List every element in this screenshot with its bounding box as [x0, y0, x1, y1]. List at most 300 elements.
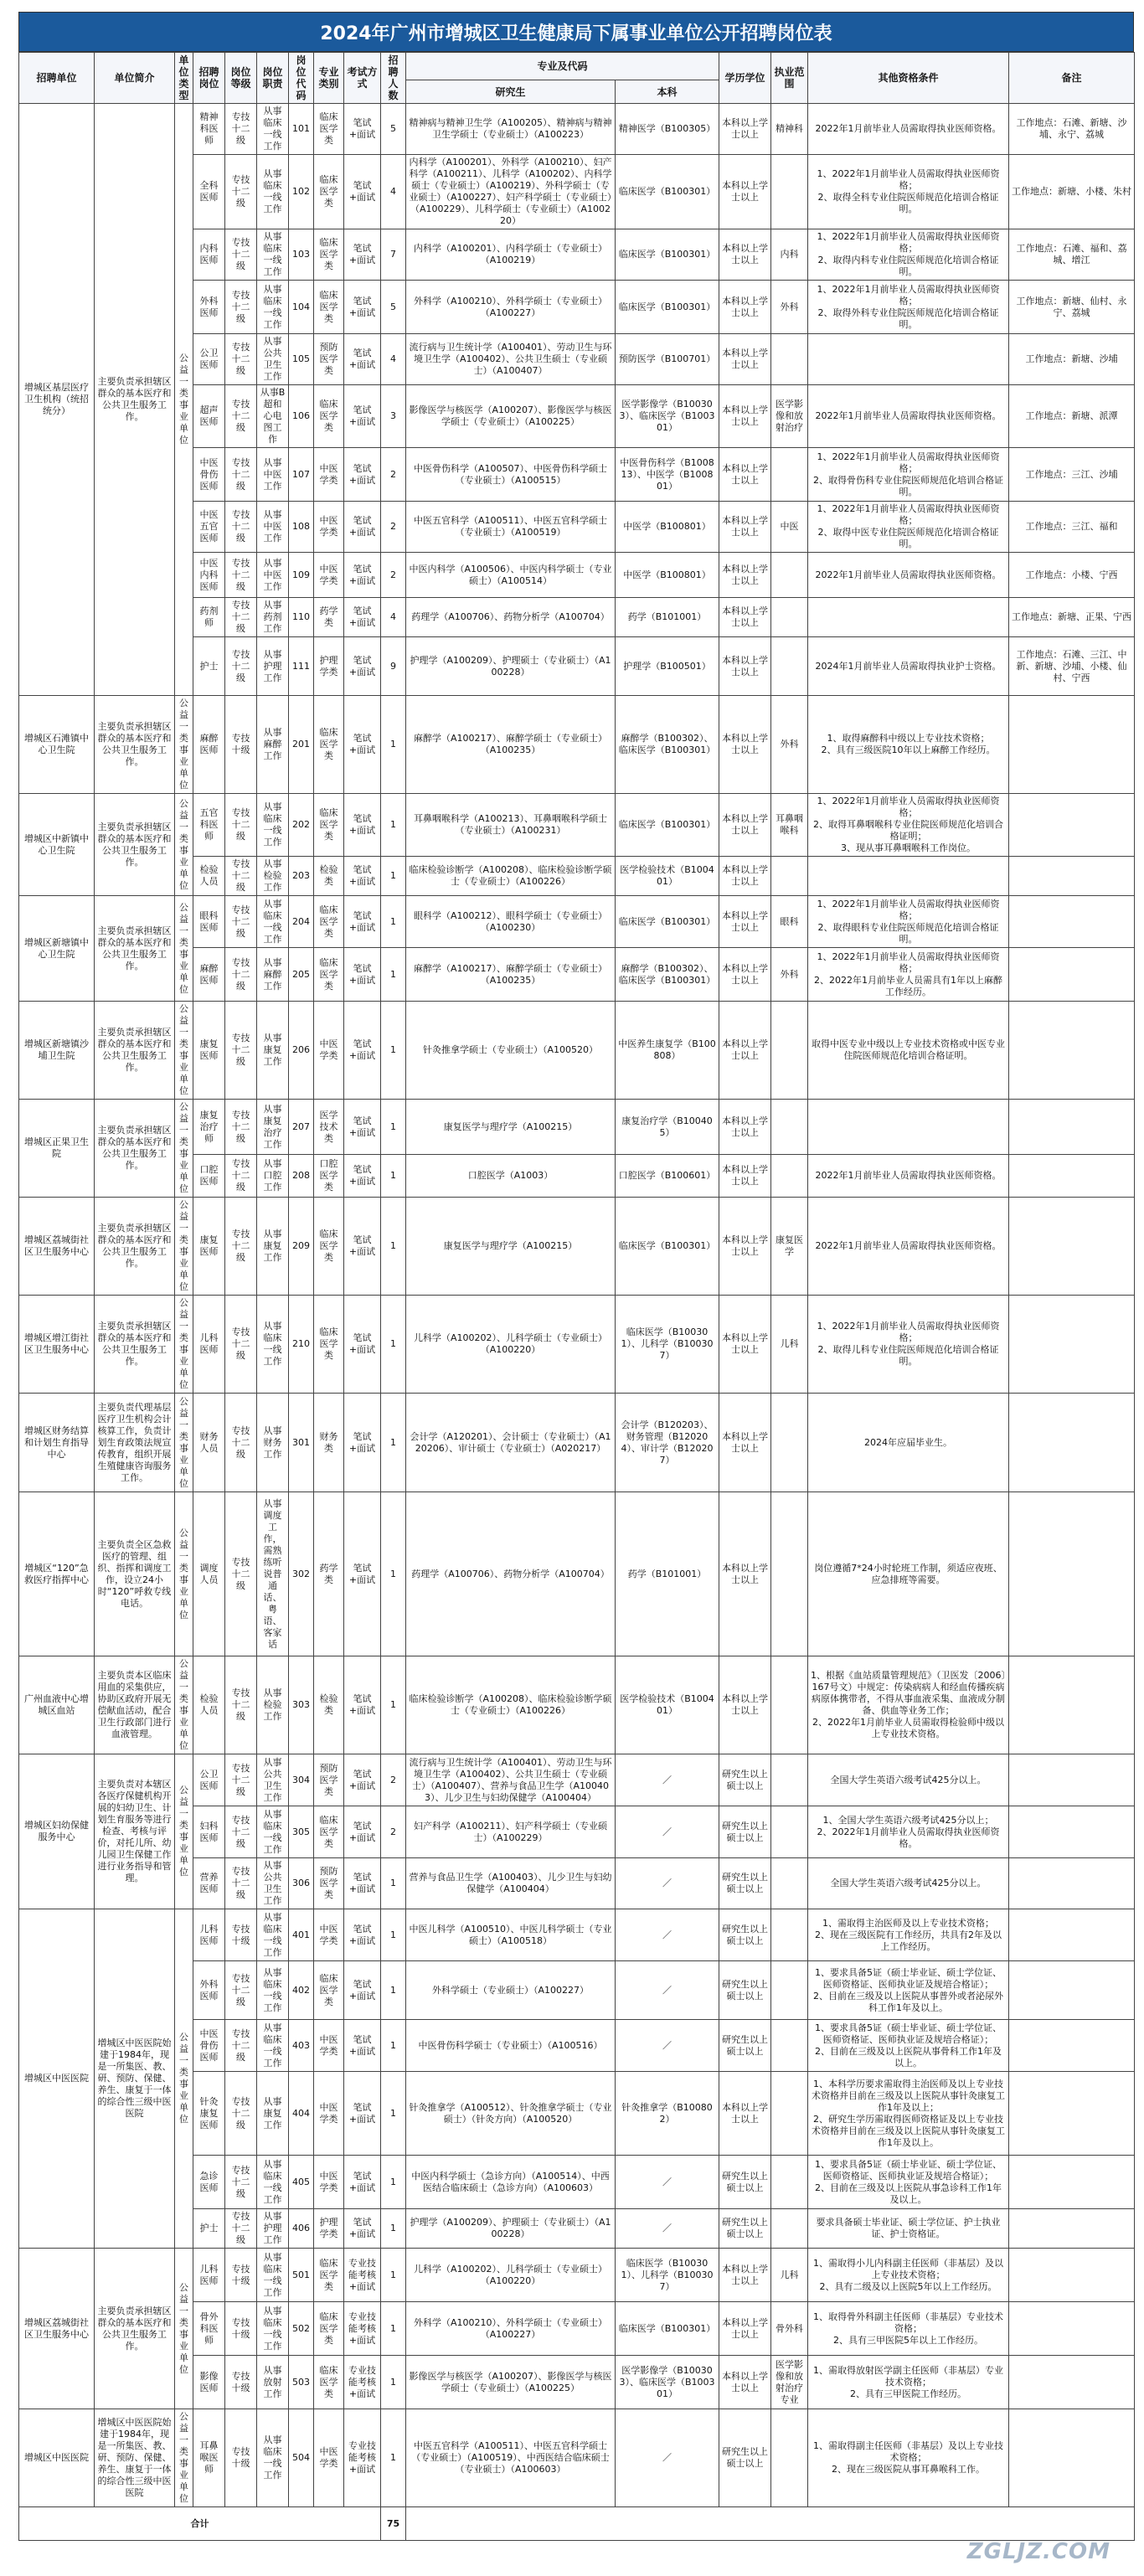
education: 本科以上学士以上: [719, 896, 771, 948]
education: 本科以上学士以上: [719, 385, 771, 448]
exam-method: 笔试+面试: [344, 2020, 381, 2072]
post-code: 101: [289, 104, 314, 155]
undergrad-majors: ／: [616, 2020, 719, 2072]
page-title: 2024年广州市增城区卫生健康局下属事业单位公开招聘岗位表: [18, 12, 1134, 52]
prof-category: 中医学类: [314, 553, 344, 598]
post-duty: 从事护理工作: [257, 637, 289, 696]
unit-type: 公益一类事业单位: [175, 696, 193, 794]
post-name: 康复治疗师: [193, 1100, 225, 1155]
undergrad-majors: 临床医学（B100301）: [616, 281, 719, 334]
practice-scope: 耳鼻咽喉科: [771, 794, 808, 857]
grad-majors: 内科学（A100201）、外科学（A100210）、妇产科学（A100211）、儿科学（A100202）、内科学硕士（专业硕士）（A100219）、外科学硕士（专业硕士）（A100227）、妇产科学硕士（专业硕士）（A100229）、儿科学硕士（专业硕士）（A100220）: [406, 155, 616, 229]
post-duty: 从事临床一线工作: [257, 1961, 289, 2020]
other-conditions: [808, 1100, 1009, 1155]
hire-count: 4: [381, 334, 406, 385]
prof-category: 临床医学类: [314, 104, 344, 155]
remarks: [1009, 857, 1135, 896]
hire-count: 1: [381, 1656, 406, 1754]
post-duty: 从事临床一线工作: [257, 2409, 289, 2507]
exam-method: 笔试+面试: [344, 104, 381, 155]
remarks: [1009, 1961, 1135, 2020]
post-code: 202: [289, 794, 314, 857]
education: 本科以上学士以上: [719, 696, 771, 794]
unit-intro: 主要负责承担辖区群众的基本医疗和公共卫生服务工作。: [95, 1100, 175, 1198]
practice-scope: 医学影像和放射治疗专业: [771, 2356, 808, 2409]
exam-method: 笔试+面试: [344, 553, 381, 598]
post-code: 405: [289, 2156, 314, 2209]
table-row: [19, 896, 1135, 948]
undergrad-majors: 精神医学（B100305）: [616, 104, 719, 155]
hire-count: 1: [381, 857, 406, 896]
other-conditions: 2022年1月前毕业人员需取得执业医师资格。: [808, 104, 1009, 155]
post-code: 109: [289, 553, 314, 598]
undergrad-majors: ／: [616, 2409, 719, 2507]
prof-category: 药学类: [314, 1492, 344, 1656]
prof-category: 护理学类: [314, 2209, 344, 2249]
prof-category: 临床医学类: [314, 229, 344, 281]
unit-type: 公益一类事业单位: [175, 1002, 193, 1100]
education: 本科以上学士以上: [719, 502, 771, 553]
post-name: 耳鼻喉医师: [193, 2409, 225, 2507]
post-level: 专技十二级: [225, 2156, 257, 2209]
exam-method: 笔试+面试: [344, 2156, 381, 2209]
unit-intro: 主要负责承担辖区群众的基本医疗和公共卫生服务工作。: [95, 1296, 175, 1394]
post-name: 外科医师: [193, 281, 225, 334]
post-name: 中医五官医师: [193, 502, 225, 553]
hire-count: 1: [381, 1858, 406, 1909]
undergrad-majors: ／: [616, 1858, 719, 1909]
post-duty: 从事麻醉工作: [257, 696, 289, 794]
exam-method: 笔试+面试: [344, 1754, 381, 1806]
other-conditions: 1、2022年1月前毕业人员需取得执业医师资格； 2、取得内科专业住院医师规范化培训合格证明。: [808, 229, 1009, 281]
prof-category: 中医学类: [314, 2156, 344, 2209]
post-level: 专技十二级: [225, 1858, 257, 1909]
exam-method: 笔试+面试: [344, 155, 381, 229]
post-code: 110: [289, 598, 314, 637]
exam-method: 笔试+面试: [344, 896, 381, 948]
education: 本科以上学士以上: [719, 2302, 771, 2356]
education: 本科以上学士以上: [719, 1656, 771, 1754]
post-name: 口腔医师: [193, 1155, 225, 1198]
other-conditions: [808, 598, 1009, 637]
header-ug: 本科: [616, 80, 719, 104]
remarks: [1009, 2156, 1135, 2209]
practice-scope: [771, 2072, 808, 2156]
prof-category: 临床医学类: [314, 155, 344, 229]
post-name: 全科医师: [193, 155, 225, 229]
unit-intro: 主要负责代理基层医疗卫生机构会计核算工作，负责计划生育政策法规宣传教育，组织开展生殖健康咨询服务工作。: [95, 1394, 175, 1492]
grad-majors: 护理学（A100209）、护理硕士（专业硕士）（A100228）: [406, 637, 616, 696]
post-name: 针灸康复医师: [193, 2072, 225, 2156]
unit-intro: 主要负责承担辖区群众的基本医疗和公共卫生服务工作。: [95, 794, 175, 896]
other-conditions: 2022年1月前毕业人员需取得执业医师资格。: [808, 385, 1009, 448]
post-code: 105: [289, 334, 314, 385]
remarks: 工作地点：新塘、正果、宁西: [1009, 598, 1135, 637]
remarks: [1009, 1806, 1135, 1858]
post-level: 专技十二级: [225, 637, 257, 696]
unit-intro: 主要负责对本辖区各医疗保健机构开展的妇幼卫生、计划生育服务等进行检查、考核与评价，对托儿所、幼儿园卫生保健工作进行业务指导和管理。: [95, 1754, 175, 1909]
post-duty: 从事公共卫生工作: [257, 1858, 289, 1909]
practice-scope: [771, 1754, 808, 1806]
post-name: 中医内科医师: [193, 553, 225, 598]
grad-majors: 妇产科学（A100211）、妇产科学硕士（专业硕士）（A100229）: [406, 1806, 616, 1858]
unit-intro: 主要负责承担辖区群众的基本医疗和公共卫生服务工作。: [95, 1002, 175, 1100]
remarks: [1009, 696, 1135, 794]
remarks: 工作地点：石滩、新塘、沙埔、永宁、荔城: [1009, 104, 1135, 155]
grad-majors: 药理学（A100706）、药物分析学（A100704）: [406, 598, 616, 637]
practice-scope: [771, 637, 808, 696]
header-post: 招聘岗位: [193, 53, 225, 104]
exam-method: 笔试+面试: [344, 229, 381, 281]
unit-name: 增城区新塘镇沙埔卫生院: [19, 1002, 95, 1100]
header-duty: 岗位职责: [257, 53, 289, 104]
post-duty: 从事公共卫生工作: [257, 334, 289, 385]
post-code: 206: [289, 1002, 314, 1100]
undergrad-majors: 医学检验技术（B100401）: [616, 857, 719, 896]
remarks: [1009, 2020, 1135, 2072]
post-code: 210: [289, 1296, 314, 1394]
grad-majors: 临床检验诊断学（A100208）、临床检验诊断学硕士（专业硕士）（A100226）: [406, 857, 616, 896]
post-name: 内科医师: [193, 229, 225, 281]
practice-scope: [771, 1961, 808, 2020]
post-duty: 从事临床一线工作: [257, 896, 289, 948]
unit-name: 增城区中医医院: [19, 1909, 95, 2249]
practice-scope: [771, 448, 808, 502]
practice-scope: [771, 2409, 808, 2507]
watermark: ZGLJZ.COM: [966, 2539, 1111, 2564]
table-row: [19, 1100, 1135, 1155]
prof-category: 中医学类: [314, 1002, 344, 1100]
grad-majors: 护理学（A100209）、护理硕士（专业硕士）（A100228）: [406, 2209, 616, 2249]
grad-majors: 精神病与精神卫生学（A100205）、精神病与精神卫生学硕士（专业硕士）（A100223）: [406, 104, 616, 155]
table-row: [19, 1198, 1135, 1296]
table-row: [19, 1656, 1135, 1754]
other-conditions: [808, 334, 1009, 385]
undergrad-majors: 中医养生康复学（B100808）: [616, 1002, 719, 1100]
education: 本科以上学士以上: [719, 637, 771, 696]
other-conditions: 2024年1月前毕业人员需取得执业护士资格。: [808, 637, 1009, 696]
grad-majors: 中医五官科学（A100511）、中医五官科学硕士（专业硕士）（A100519）、中西医结合临床硕士（专业硕士）（A100603）: [406, 2409, 616, 2507]
remarks: [1009, 1909, 1135, 1961]
hire-count: 4: [381, 155, 406, 229]
remarks: 工作地点：新塘、沙埔: [1009, 334, 1135, 385]
post-name: 妇科医师: [193, 1806, 225, 1858]
post-level: 专技十二级: [225, 334, 257, 385]
post-name: 中医骨伤医师: [193, 448, 225, 502]
undergrad-majors: 护理学（B100501）: [616, 637, 719, 696]
remarks: 工作地点：新塘、派潭: [1009, 385, 1135, 448]
unit-type: 公益一类事业单位: [175, 896, 193, 1002]
table-row: [19, 1754, 1135, 1806]
hire-count: 7: [381, 229, 406, 281]
practice-scope: [771, 2209, 808, 2249]
unit-type: 公益一类事业单位: [175, 1656, 193, 1754]
unit-type: 公益一类事业单位: [175, 794, 193, 896]
post-duty: 从事口腔工作: [257, 1155, 289, 1198]
grad-majors: 影像医学与核医学（A100207）、影像医学与核医学硕士（专业硕士）（A100225）: [406, 385, 616, 448]
remarks: [1009, 1394, 1135, 1492]
total-row: [19, 2507, 1135, 2541]
prof-category: 临床医学类: [314, 385, 344, 448]
post-name: 眼科医师: [193, 896, 225, 948]
hire-count: 1: [381, 1492, 406, 1656]
exam-method: 专业技能考核+面试: [344, 2356, 381, 2409]
prof-category: 临床医学类: [314, 1296, 344, 1394]
hire-count: 1: [381, 696, 406, 794]
remarks: [1009, 2302, 1135, 2356]
undergrad-majors: 临床医学（B100301）: [616, 155, 719, 229]
table-row: [19, 696, 1135, 794]
post-name: 中医骨伤医师: [193, 2020, 225, 2072]
post-duty: 从事临床一线工作: [257, 229, 289, 281]
post-level: 专技十级: [225, 2302, 257, 2356]
header-prof-cat: 专业类别: [314, 53, 344, 104]
other-conditions: 1、要求具备5证（硕士毕业证、硕士学位证、医师资格证、医师执业证及规培合格证）； 2、目前在三级及以上医院从事急诊科工作1年及以上。: [808, 2156, 1009, 2209]
post-name: 外科医师: [193, 1961, 225, 2020]
post-level: 专技十二级: [225, 2020, 257, 2072]
post-duty: 从事公共卫生工作: [257, 1754, 289, 1806]
hire-count: 1: [381, 948, 406, 1002]
other-conditions: 取得中医专业中级以上专业技术资格或中医专业住院医师规范化培训合格证明。: [808, 1002, 1009, 1100]
grad-majors: 麻醉学（A100217）、麻醉学硕士（专业硕士）（A100235）: [406, 696, 616, 794]
post-code: 304: [289, 1754, 314, 1806]
other-conditions: 2022年1月前毕业人员需取得执业医师资格。: [808, 1198, 1009, 1296]
exam-method: 笔试+面试: [344, 448, 381, 502]
post-duty: 从事临床一线工作: [257, 2249, 289, 2302]
post-duty: 从事临床一线工作: [257, 281, 289, 334]
other-conditions: 1、2022年1月前毕业人员需取得执业医师资格； 2、取得耳鼻咽喉科专业住院医师规范化培训合格证明； 3、现从事耳鼻咽喉科工作岗位。: [808, 794, 1009, 857]
post-duty: 从事临床一线工作: [257, 2156, 289, 2209]
header-scope: 执业范围: [771, 53, 808, 104]
exam-method: 笔试+面试: [344, 598, 381, 637]
exam-method: 笔试+面试: [344, 1198, 381, 1296]
exam-method: 笔试+面试: [344, 1394, 381, 1492]
grad-majors: 会计学（A120201）、会计硕士（专业硕士）（A120206）、审计硕士（专业硕士）（A020217）: [406, 1394, 616, 1492]
post-duty: 从事麻醉工作: [257, 948, 289, 1002]
post-level: 专技十二级: [225, 857, 257, 896]
prof-category: 临床医学类: [314, 948, 344, 1002]
exam-method: 笔试+面试: [344, 2209, 381, 2249]
post-level: 专技十二级: [225, 896, 257, 948]
table-row: [19, 2249, 1135, 2302]
practice-scope: 儿科: [771, 1296, 808, 1394]
hire-count: 4: [381, 598, 406, 637]
prof-category: 口腔医学类: [314, 1155, 344, 1198]
other-conditions: 1、2022年1月前毕业人员需取得执业医师资格； 2、取得骨伤科专业住院医师规范化培训合格证明。: [808, 448, 1009, 502]
post-name: 检验人员: [193, 1656, 225, 1754]
undergrad-majors: 临床医学（B100301）: [616, 794, 719, 857]
education: 研究生以上硕士以上: [719, 1858, 771, 1909]
prof-category: 临床医学类: [314, 281, 344, 334]
education: 本科以上学士以上: [719, 229, 771, 281]
undergrad-majors: 麻醉学（B100302）、临床医学（B100301）: [616, 696, 719, 794]
exam-method: 专业技能考核+面试: [344, 2249, 381, 2302]
post-code: 502: [289, 2302, 314, 2356]
other-conditions: 1、2022年1月前毕业人员需取得执业医师资格； 2、取得外科专业住院医师规范化培训合格证明。: [808, 281, 1009, 334]
unit-name: 增城区荔城街社区卫生服务中心: [19, 2249, 95, 2409]
grad-majors: 影像医学与核医学（A100207）、影像医学与核医学硕士（专业硕士）（A100225）: [406, 2356, 616, 2409]
prof-category: 中医学类: [314, 2409, 344, 2507]
header-level: 岗位等级: [225, 53, 257, 104]
post-duty: 从事中医工作: [257, 553, 289, 598]
post-duty: 从事临床一线工作: [257, 2302, 289, 2356]
grad-majors: 耳鼻咽喉科学（A100213）、耳鼻咽喉科学硕士（专业硕士）（A100231）: [406, 794, 616, 857]
practice-scope: [771, 1155, 808, 1198]
total-label: 合计: [19, 2507, 381, 2541]
unit-type: 公益一类事业单位: [175, 1492, 193, 1656]
prof-category: 预防医学类: [314, 1754, 344, 1806]
unit-intro: 主要负责承担辖区群众的基本医疗和公共卫生服务工作。: [95, 896, 175, 1002]
post-code: 306: [289, 1858, 314, 1909]
other-conditions: 1、本科学历要求需取得主治医师及以上专业技术资格并目前在三级及以上医院从事针灸康复工作1年及以上； 2、研究生学历需取得医师资格证及以上专业技术资格并目前在三级及以上医院从事针灸康复工作1年及以上。: [808, 2072, 1009, 2156]
prof-category: 临床医学类: [314, 1961, 344, 2020]
post-level: 专技十二级: [225, 794, 257, 857]
remarks: [1009, 2249, 1135, 2302]
post-level: 专技十二级: [225, 281, 257, 334]
post-code: 404: [289, 2072, 314, 2156]
grad-majors: 流行病与卫生统计学（A100401）、劳动卫生与环境卫生学（A100402）、公共卫生硕士（专业硕士）（A100407）: [406, 334, 616, 385]
unit-type: 公益一类事业单位: [175, 2409, 193, 2507]
practice-scope: 医学影像和放射治疗: [771, 385, 808, 448]
unit-type: 公益一类事业单位: [175, 1296, 193, 1394]
grad-majors: 麻醉学（A100217）、麻醉学硕士（专业硕士）（A100235）: [406, 948, 616, 1002]
other-conditions: 2022年1月前毕业人员需取得执业医师资格。: [808, 1155, 1009, 1198]
post-code: 104: [289, 281, 314, 334]
practice-scope: 精神科: [771, 104, 808, 155]
unit-name: 增城区妇幼保健服务中心: [19, 1754, 95, 1909]
post-level: 专技十二级: [225, 2209, 257, 2249]
other-conditions: 1、要求具备5证（硕士毕业证、硕士学位证、医师资格证、医师执业证及规培合格证）； 2、目前在三级及以上医院从事普外或者泌尿外科工作1年及以上。: [808, 1961, 1009, 2020]
remarks: [1009, 1492, 1135, 1656]
hire-count: 1: [381, 1394, 406, 1492]
prof-category: 预防医学类: [314, 1858, 344, 1909]
hire-count: 1: [381, 1002, 406, 1100]
post-level: 专技十二级: [225, 1100, 257, 1155]
undergrad-majors: 临床医学（B100301）、儿科学（B100307）: [616, 1296, 719, 1394]
remarks: [1009, 1198, 1135, 1296]
prof-category: 中医学类: [314, 2072, 344, 2156]
post-level: 专技十二级: [225, 948, 257, 1002]
post-name: 骨外科医师: [193, 2302, 225, 2356]
practice-scope: [771, 857, 808, 896]
hire-count: 2: [381, 1806, 406, 1858]
undergrad-majors: 临床医学（B100301）: [616, 1198, 719, 1296]
grad-majors: 儿科学（A100202）、儿科学硕士（专业硕士）（A100220）: [406, 1296, 616, 1394]
post-code: 403: [289, 2020, 314, 2072]
post-duty: 从事临床一线工作: [257, 104, 289, 155]
table-row: [19, 2409, 1135, 2507]
post-name: 急诊医师: [193, 2156, 225, 2209]
post-code: 111: [289, 637, 314, 696]
other-conditions: 1、需取得放射医学副主任医师（非基层）专业技术资格； 2、具有三甲医院工作经历。: [808, 2356, 1009, 2409]
practice-scope: [771, 155, 808, 229]
exam-method: 笔试+面试: [344, 1002, 381, 1100]
education: 本科以上学士以上: [719, 794, 771, 857]
undergrad-majors: 中医学（B100801）: [616, 502, 719, 553]
education: 研究生以上硕士以上: [719, 2020, 771, 2072]
other-conditions: 1、2022年1月前毕业人员需取得执业医师资格； 2、取得儿科专业住院医师规范化培训合格证明。: [808, 1296, 1009, 1394]
hire-count: 2: [381, 553, 406, 598]
other-conditions: [808, 857, 1009, 896]
post-level: 专技十二级: [225, 1296, 257, 1394]
unit-intro: 主要负责本区临床用血的采集供应，协助区政府开展无偿献血活动，配合卫生行政部门进行血液管理。: [95, 1656, 175, 1754]
education: 本科以上学士以上: [719, 1492, 771, 1656]
exam-method: 笔试+面试: [344, 1656, 381, 1754]
post-duty: 从事护理工作: [257, 2209, 289, 2249]
remarks: 工作地点：新塘、小楼、朱村: [1009, 155, 1135, 229]
post-name: 精神科医师: [193, 104, 225, 155]
post-name: 儿科医师: [193, 1296, 225, 1394]
unit-intro: 增城区中医医院始建于1984年，现是一所集医、教、研、预防、保健、养生、康复于一体的综合性三级中医医院: [95, 2409, 175, 2507]
practice-scope: 儿科: [771, 2249, 808, 2302]
post-level: 专技十级: [225, 2249, 257, 2302]
grad-majors: 康复医学与理疗学（A100215）: [406, 1198, 616, 1296]
practice-scope: 眼科: [771, 896, 808, 948]
hire-count: 5: [381, 281, 406, 334]
table-row: [19, 794, 1135, 857]
post-code: 204: [289, 896, 314, 948]
other-conditions: 1、全国大学生英语六级考试425分以上； 2、2022年1月前毕业人员需取得执业医师资格。: [808, 1806, 1009, 1858]
remarks: [1009, 948, 1135, 1002]
post-level: 专技十二级: [225, 1492, 257, 1656]
grad-majors: 外科学硕士（专业硕士）（A100227）: [406, 1961, 616, 2020]
undergrad-majors: ／: [616, 1754, 719, 1806]
post-code: 209: [289, 1198, 314, 1296]
prof-category: 临床医学类: [314, 2302, 344, 2356]
exam-method: 笔试+面试: [344, 1806, 381, 1858]
header-unit: 招聘单位: [19, 53, 95, 104]
post-level: 专技十二级: [225, 502, 257, 553]
grad-majors: 临床检验诊断学（A100208）、临床检验诊断学硕士（专业硕士）（A100226）: [406, 1656, 616, 1754]
remarks: 工作地点：三江、福和: [1009, 502, 1135, 553]
exam-method: 笔试+面试: [344, 1492, 381, 1656]
exam-method: 笔试+面试: [344, 637, 381, 696]
exam-method: 笔试+面试: [344, 1155, 381, 1198]
remarks: [1009, 2356, 1135, 2409]
prof-category: 临床医学类: [314, 2249, 344, 2302]
post-code: 302: [289, 1492, 314, 1656]
post-duty: 从事临床一线工作: [257, 1806, 289, 1858]
post-level: 专技十级: [225, 2356, 257, 2409]
hire-count: 1: [381, 1100, 406, 1155]
grad-majors: 流行病与卫生统计学（A100401）、劳动卫生与环境卫生学（A100402）、公共卫生硕士（专业硕士）（A100407）、营养与食品卫生学（A100403）、儿少卫生与妇幼保健学（A100404）: [406, 1754, 616, 1806]
post-code: 108: [289, 502, 314, 553]
practice-scope: 外科: [771, 696, 808, 794]
education: 本科以上学士以上: [719, 2249, 771, 2302]
remarks: 工作地点：三江、沙埔: [1009, 448, 1135, 502]
education: 本科以上学士以上: [719, 948, 771, 1002]
hire-count: 1: [381, 1909, 406, 1961]
prof-category: 中医学类: [314, 1909, 344, 1961]
undergrad-majors: 麻醉学（B100302）、临床医学（B100301）: [616, 948, 719, 1002]
post-name: 财务人员: [193, 1394, 225, 1492]
undergrad-majors: 会计学（B120203）、财务管理（B120204）、审计学（B120207）: [616, 1394, 719, 1492]
header-code: 岗位代码: [289, 53, 314, 104]
hire-count: 5: [381, 104, 406, 155]
header-intro: 单位简介: [95, 53, 175, 104]
remarks: 工作地点：小楼、宁西: [1009, 553, 1135, 598]
grad-majors: 口腔医学（A1003）: [406, 1155, 616, 1198]
unit-type: 公益一类事业单位: [175, 104, 193, 696]
undergrad-majors: 口腔医学（B100601）: [616, 1155, 719, 1198]
education: 研究生以上硕士以上: [719, 2409, 771, 2507]
education: 研究生以上硕士以上: [719, 2156, 771, 2209]
header-grad: 研究生: [406, 80, 616, 104]
post-duty: 从事调度工作，需熟练听说普通话、粤语、客家话: [257, 1492, 289, 1656]
practice-scope: [771, 1806, 808, 1858]
post-name: 药剂师: [193, 598, 225, 637]
grad-majors: 中医骨伤科学硕士（专业硕士）（A100516）: [406, 2020, 616, 2072]
